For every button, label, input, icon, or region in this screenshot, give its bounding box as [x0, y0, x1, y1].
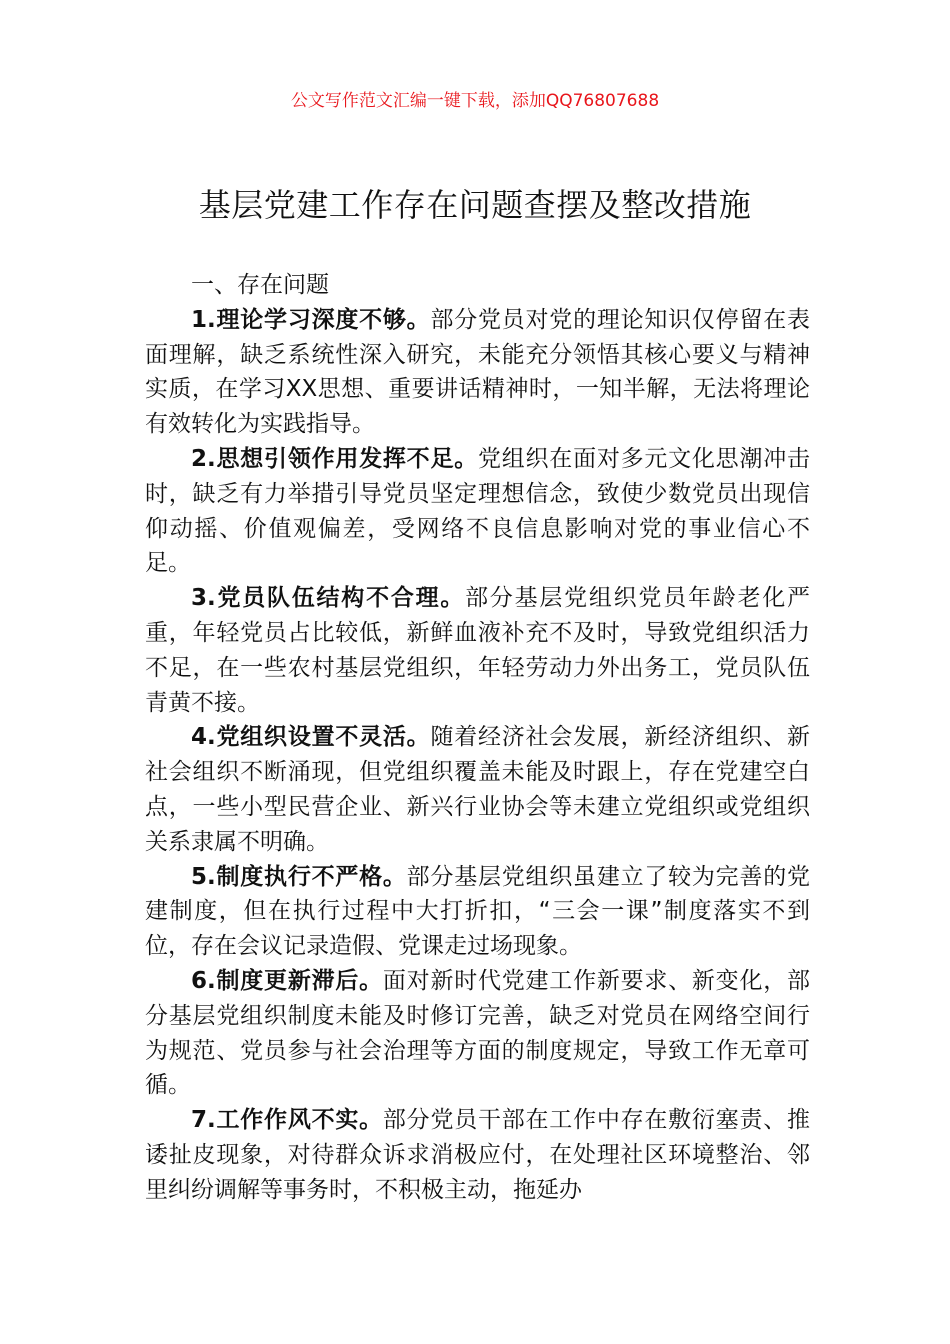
item-text: 随着经济社会发展，新经济组织、新社会组织不断涌现，但党组织覆盖未能及时跟上，存在党建空白点，一些小型民营企业、新兴行业协会等未建立党组织或党组织关系隶属不明确。 [145, 724, 811, 855]
item-text: 面对新时代党建工作新要求、新变化，部分基层党组织制度未能及时修订完善，缺乏对党员在网络空间行为规范、党员参与社会治理等方面的制度规定，导致工作无章可循。 [145, 967, 810, 1099]
paragraph-item-5 [145, 860, 810, 964]
item-text: 部分基层党组织虽建立了较为完善的党建制度，但在执行过程中大打折扣，“三会一课”制度落实不到位，存在会议记录造假、党课走过场现象。 [145, 863, 810, 960]
item-lead: 6.制度更新滞后。 [191, 967, 383, 994]
item-text: 部分基层党组织党员年龄老化严重，年轻党员占比较低，新鲜血液补充不及时，导致党组织活力不足，在一些农村基层党组织，年轻劳动力外出务工，党员队伍青黄不接。 [145, 585, 810, 716]
item-lead: 3.党员队伍结构不合理。 [191, 585, 466, 612]
paragraph-item-6 [145, 964, 810, 1103]
document-body [145, 268, 810, 1208]
paragraph-item-2 [145, 442, 810, 581]
item-text: 党组织在面对多元文化思潮冲击时，缺乏有力举措引导党员坚定理想信念，致使少数党员出现信仰动摇、价值观偏差，受网络不良信息影响对党的事业信心不足。 [145, 445, 810, 577]
paragraph-item-7 [145, 1103, 810, 1207]
item-lead: 5.制度执行不严格。 [191, 863, 407, 890]
item-text: 部分党员干部在工作中存在敷衍塞责、推诿扯皮现象，对待群众诉求消极应付，在处理社区环境整治、邻里纠纷调解等事务时，不积极主动，拖延办 [145, 1107, 810, 1203]
item-lead: 7.工作作风不实。 [191, 1107, 383, 1134]
section-heading: 一、存在问题 [191, 272, 329, 298]
paragraph-item-3 [145, 581, 810, 720]
item-text: 部分党员对党的理论知识仅停留在表面理解，缺乏系统性深入研究，未能充分领悟其核心要义与精神实质，在学习XX思想、重要讲话精神时，一知半解，无法将理论有效转化为实践指导。 [145, 306, 811, 438]
paragraph-item-1 [145, 303, 810, 442]
item-lead: 1.理论学习深度不够。 [191, 306, 431, 333]
item-lead: 2.思想引领作用发挥不足。 [191, 445, 478, 472]
item-lead: 4.党组织设置不灵活。 [191, 724, 431, 751]
paragraph-item-4 [145, 720, 810, 859]
download-banner: 公文写作范文汇编一键下载，添加QQ76807688 [290, 91, 660, 111]
document-title: 基层党建工作存在问题查摆及整改措施 [198, 186, 752, 224]
